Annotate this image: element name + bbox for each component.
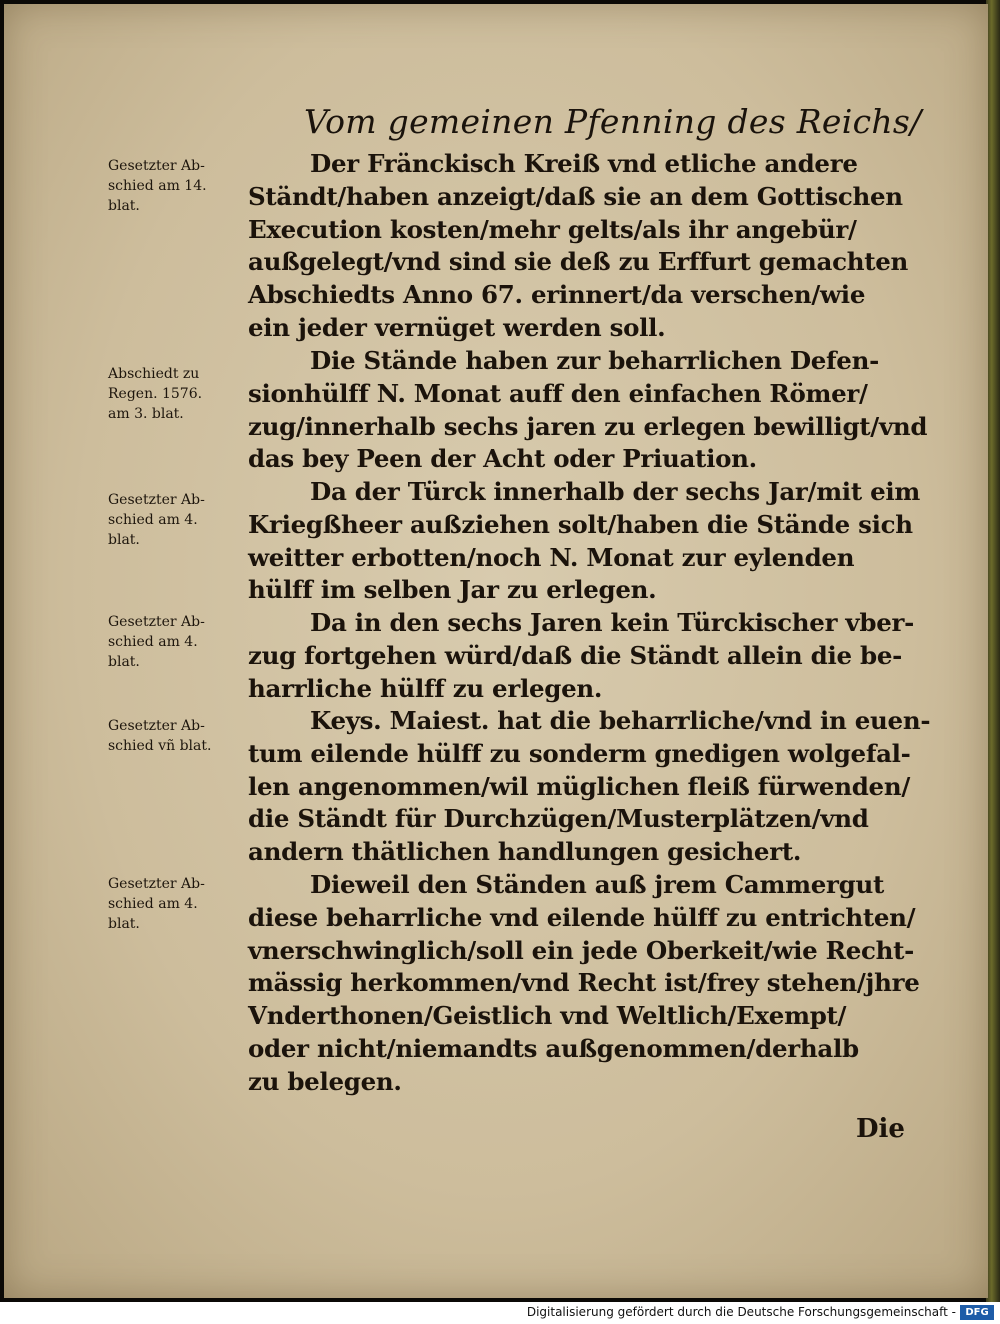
- paragraph-5: [248, 705, 931, 869]
- funding-note: Digitalisierung gefördert durch die Deutsche Forschungsgemeinschaft -: [526, 1305, 956, 1319]
- margin-note-line: blat.: [108, 198, 140, 214]
- margin-note-line: schied vñ blat.: [108, 738, 212, 754]
- paragraph-3: [248, 476, 920, 607]
- text-line: Keys. Maiest. hat die beharrliche/vnd in euen-: [310, 706, 931, 735]
- text-line: Kriegßheer außziehen solt/haben die Stände sich: [248, 509, 913, 539]
- text-line: tum eilende hülff zu sonderm gnedigen wolgefal-: [248, 738, 911, 768]
- running-heading: Vom gemeinen Pfenning des Reichs/: [304, 102, 922, 141]
- text-line: zug/innerhalb sechs jaren zu erlegen bewilligt/vnd: [248, 411, 928, 441]
- margin-note-line: schied am 14.: [108, 178, 207, 194]
- document-page: [4, 4, 988, 1298]
- margin-note-line: Regen. 1576.: [108, 386, 203, 402]
- text-line: Vnderthonen/Geistlich vnd Weltlich/Exempt/: [248, 1001, 847, 1031]
- text-line: len angenommen/wil müglichen fleiß fürwenden/: [248, 771, 910, 801]
- paragraph-2: [248, 345, 928, 476]
- text-line: vnerschwinglich/soll ein jede Oberkeit/wie Recht-: [248, 935, 915, 965]
- text-line: oder nicht/niemandts außgenommen/derhalb: [248, 1033, 859, 1063]
- text-line: zug fortgehen würd/daß die Ständt allein die be-: [248, 640, 902, 670]
- text-line: harrliche hülff zu erlegen.: [248, 673, 603, 703]
- text-line: weitter erbotten/noch N. Monat zur eylenden: [248, 542, 855, 572]
- text-line: Execution kosten/mehr gelts/als ihr angebür/: [248, 214, 857, 244]
- paragraph-4: [248, 607, 914, 705]
- margin-note-line: schied am 4.: [108, 634, 198, 650]
- margin-note-1: [108, 156, 258, 216]
- margin-note-line: Gesetzter Ab-: [108, 492, 205, 508]
- text-line: das bey Peen der Acht oder Priuation.: [248, 444, 757, 474]
- text-line: Der Fränckisch Kreiß vnd etliche andere: [310, 149, 858, 178]
- text-line: zu belegen.: [248, 1066, 402, 1096]
- text-line: die Ständt für Durchzügen/Musterplätzen/vnd: [248, 804, 869, 834]
- text-line: Da der Türck innerhalb der sechs Jar/mit eim: [310, 477, 920, 506]
- margin-note-3: [108, 490, 258, 550]
- margin-note-line: blat.: [108, 654, 140, 670]
- text-line: Da in den sechs Jaren kein Türckischer vber-: [310, 608, 914, 637]
- paragraph-1: [248, 148, 908, 345]
- text-line: mässig herkommen/vnd Recht ist/frey stehen/jhre: [248, 968, 920, 998]
- margin-note-line: Gesetzter Ab-: [108, 876, 205, 892]
- text-line: ein jeder vernüget werden soll.: [248, 312, 666, 342]
- text-line: Abschiedts Anno 67. erinnert/da verschen/wie: [248, 280, 866, 310]
- text-line: diese beharrliche vnd eilende hülff zu entrichten/: [248, 902, 916, 932]
- margin-note-line: blat.: [108, 532, 140, 548]
- margin-note-line: schied am 4.: [108, 512, 198, 528]
- footer-bar: [0, 1302, 1000, 1324]
- margin-note-4: [108, 612, 258, 672]
- margin-note-line: am 3. blat.: [108, 406, 184, 422]
- text-line: sionhülff N. Monat auff den einfachen Römer/: [248, 378, 868, 408]
- margin-note-line: blat.: [108, 916, 140, 932]
- catchword: Die: [856, 1114, 905, 1144]
- margin-note-line: Gesetzter Ab-: [108, 614, 205, 630]
- margin-note-5: [108, 716, 258, 756]
- text-line: andern thätlichen handlungen gesichert.: [248, 837, 802, 867]
- book-edge: [986, 0, 1000, 1302]
- text-line: Dieweil den Ständen auß jrem Cammergut: [310, 870, 885, 899]
- margin-note-line: Abschiedt zu: [108, 366, 200, 382]
- margin-note-6: [108, 874, 258, 934]
- text-line: außgelegt/vnd sind sie deß zu Erffurt gemachten: [248, 247, 909, 277]
- margin-note-line: Gesetzter Ab-: [108, 158, 205, 174]
- dfg-logo: DFG: [960, 1305, 994, 1320]
- text-line: hülff im selben Jar zu erlegen.: [248, 575, 657, 605]
- text-line: Die Stände haben zur beharrlichen Defen-: [310, 346, 879, 375]
- margin-note-line: Gesetzter Ab-: [108, 718, 205, 734]
- margin-note-2: [108, 364, 258, 424]
- paragraph-6: [248, 869, 920, 1099]
- text-line: Ständt/haben anzeigt/daß sie an dem Gottischen: [248, 181, 903, 211]
- margin-note-line: schied am 4.: [108, 896, 198, 912]
